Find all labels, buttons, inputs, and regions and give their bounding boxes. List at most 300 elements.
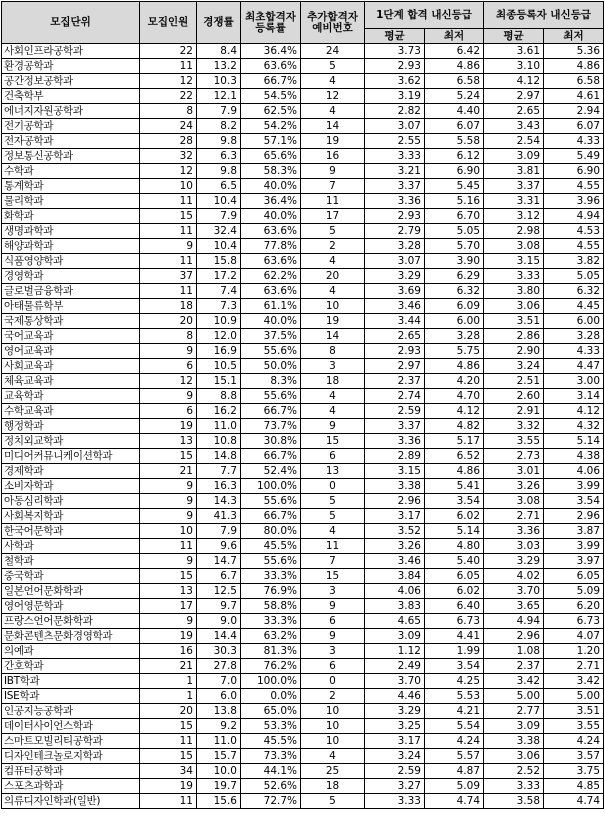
waitlist-cell: 8: [301, 344, 365, 359]
stage1-min-cell: 4.24: [425, 734, 484, 749]
quota-cell: 10: [140, 179, 197, 194]
final-min-cell: 3.75: [544, 764, 604, 779]
waitlist-cell: 15: [301, 569, 365, 584]
table-row: [2, 209, 604, 224]
final-min-cell: 4.55: [544, 179, 604, 194]
quota-cell: 8: [140, 329, 197, 344]
ratio-cell: 15.7: [197, 749, 241, 764]
stage1-min-cell: 5.09: [425, 779, 484, 794]
final-min-cell: 5.05: [544, 269, 604, 284]
stage1-avg-cell: 2.93: [365, 344, 425, 359]
final-avg-cell: 2.60: [484, 389, 544, 404]
final-min-cell: 3.99: [544, 539, 604, 554]
waitlist-cell: 10: [301, 299, 365, 314]
stage1-avg-cell: 4.65: [365, 614, 425, 629]
stage1-min-cell: 5.70: [425, 239, 484, 254]
first-registration-cell: 65.0%: [241, 704, 301, 719]
unit-cell: 국제통상학과: [2, 314, 140, 329]
final-avg-cell: 4.12: [484, 74, 544, 89]
stage1-avg-cell: 2.93: [365, 209, 425, 224]
waitlist-cell: 14: [301, 329, 365, 344]
quota-cell: 18: [140, 299, 197, 314]
first-registration-cell: 62.5%: [241, 104, 301, 119]
table-row: [2, 284, 604, 299]
ratio-cell: 9.2: [197, 719, 241, 734]
quota-cell: 24: [140, 119, 197, 134]
first-registration-cell: 58.8%: [241, 599, 301, 614]
first-registration-cell: 52.4%: [241, 464, 301, 479]
table-row: [2, 329, 604, 344]
ratio-cell: 7.4: [197, 284, 241, 299]
unit-cell: 영어영문학과: [2, 599, 140, 614]
unit-cell: 영어교육과: [2, 344, 140, 359]
final-avg-cell: 3.29: [484, 554, 544, 569]
final-avg-cell: 3.58: [484, 794, 544, 809]
final-min-cell: 2.94: [544, 104, 604, 119]
unit-cell: 스마트모빌리티공학과: [2, 734, 140, 749]
unit-cell: 에너지자원공학과: [2, 104, 140, 119]
waitlist-cell: 18: [301, 374, 365, 389]
stage1-min-cell: 6.00: [425, 314, 484, 329]
final-avg-cell: 4.02: [484, 569, 544, 584]
unit-cell: 공간정보공학과: [2, 74, 140, 89]
ratio-cell: 7.9: [197, 524, 241, 539]
table-row: [2, 464, 604, 479]
final-min-cell: 3.55: [544, 719, 604, 734]
stage1-min-cell: 4.70: [425, 389, 484, 404]
first-registration-cell: 63.6%: [241, 284, 301, 299]
table-header: [2, 2, 604, 44]
table-row: [2, 74, 604, 89]
first-registration-cell: 8.3%: [241, 374, 301, 389]
final-avg-cell: 2.54: [484, 134, 544, 149]
stage1-min-cell: 4.25: [425, 674, 484, 689]
ratio-cell: 11.0: [197, 419, 241, 434]
final-avg-cell: 5.00: [484, 689, 544, 704]
unit-cell: 한국어문학과: [2, 524, 140, 539]
final-avg-cell: 4.94: [484, 614, 544, 629]
waitlist-cell: 9: [301, 419, 365, 434]
stage1-avg-cell: 3.36: [365, 434, 425, 449]
unit-cell: 정보통신공학과: [2, 149, 140, 164]
final-avg-cell: 2.51: [484, 374, 544, 389]
quota-cell: 12: [140, 74, 197, 89]
stage1-min-cell: 1.99: [425, 644, 484, 659]
first-registration-cell: 63.6%: [241, 254, 301, 269]
stage1-avg-cell: 2.74: [365, 389, 425, 404]
table-row: [2, 344, 604, 359]
waitlist-cell: 15: [301, 434, 365, 449]
ratio-cell: 12.5: [197, 584, 241, 599]
final-avg-cell: 3.42: [484, 674, 544, 689]
unit-cell: 정치외교학과: [2, 434, 140, 449]
unit-cell: 국어교육과: [2, 329, 140, 344]
first-registration-cell: 44.1%: [241, 764, 301, 779]
stage1-avg-cell: 4.46: [365, 689, 425, 704]
first-registration-cell: 55.6%: [241, 554, 301, 569]
first-registration-cell: 40.0%: [241, 314, 301, 329]
unit-cell: 스포츠과학과: [2, 779, 140, 794]
stage1-avg-cell: 3.28: [365, 239, 425, 254]
waitlist-cell: 11: [301, 194, 365, 209]
waitlist-cell: 4: [301, 524, 365, 539]
final-avg-cell: 3.06: [484, 299, 544, 314]
waitlist-cell: 19: [301, 134, 365, 149]
unit-cell: 철학과: [2, 554, 140, 569]
waitlist-cell: 4: [301, 284, 365, 299]
table-row: [2, 419, 604, 434]
table-row: [2, 674, 604, 689]
table-row: [2, 584, 604, 599]
table-row: [2, 239, 604, 254]
final-avg-cell: 2.73: [484, 449, 544, 464]
waitlist-cell: 4: [301, 404, 365, 419]
quota-cell: 19: [140, 629, 197, 644]
waitlist-cell: 13: [301, 464, 365, 479]
stage1-avg-cell: 3.83: [365, 599, 425, 614]
first-registration-cell: 33.3%: [241, 614, 301, 629]
final-avg-cell: 3.55: [484, 434, 544, 449]
ratio-cell: 14.4: [197, 629, 241, 644]
stage1-min-cell: 4.82: [425, 419, 484, 434]
stage1-avg-cell: 2.96: [365, 494, 425, 509]
stage1-avg-cell: 2.37: [365, 374, 425, 389]
final-min-cell: 5.00: [544, 689, 604, 704]
quota-cell: 9: [140, 554, 197, 569]
waitlist-cell: 4: [301, 254, 365, 269]
waitlist-cell: 18: [301, 779, 365, 794]
first-registration-cell: 36.4%: [241, 44, 301, 59]
quota-cell: 1: [140, 674, 197, 689]
quota-cell: 9: [140, 239, 197, 254]
stage1-min-cell: 6.70: [425, 209, 484, 224]
unit-cell: 식품영양학과: [2, 254, 140, 269]
first-registration-cell: 36.4%: [241, 194, 301, 209]
quota-cell: 37: [140, 269, 197, 284]
stage1-min-cell: 4.41: [425, 629, 484, 644]
final-avg-cell: 3.26: [484, 479, 544, 494]
table-row: [2, 434, 604, 449]
quota-cell: 9: [140, 389, 197, 404]
stage1-min-cell: 4.21: [425, 704, 484, 719]
stage1-min-cell: 5.58: [425, 134, 484, 149]
table-row: [2, 269, 604, 284]
table-row: [2, 524, 604, 539]
final-avg-cell: 3.01: [484, 464, 544, 479]
stage1-avg-cell: 3.17: [365, 509, 425, 524]
final-avg-cell: 3.32: [484, 419, 544, 434]
stage1-avg-cell: 3.38: [365, 479, 425, 494]
final-avg-cell: 2.52: [484, 764, 544, 779]
stage1-min-cell: 3.90: [425, 254, 484, 269]
waitlist-cell: 7: [301, 554, 365, 569]
quota-cell: 12: [140, 164, 197, 179]
table-row: [2, 374, 604, 389]
ratio-cell: 16.2: [197, 404, 241, 419]
stage1-min-cell: 6.02: [425, 584, 484, 599]
stage1-avg-cell: 2.65: [365, 329, 425, 344]
stage1-min-cell: 4.86: [425, 464, 484, 479]
waitlist-cell: 7: [301, 179, 365, 194]
final-min-cell: 4.53: [544, 224, 604, 239]
quota-cell: 22: [140, 89, 197, 104]
first-registration-cell: 63.6%: [241, 224, 301, 239]
final-min-cell: 3.00: [544, 374, 604, 389]
waitlist-cell: 9: [301, 164, 365, 179]
quota-cell: 16: [140, 644, 197, 659]
table-row: [2, 779, 604, 794]
quota-cell: 22: [140, 44, 197, 59]
final-min-cell: 3.99: [544, 479, 604, 494]
final-min-cell: 3.51: [544, 704, 604, 719]
stage1-min-cell: 5.75: [425, 344, 484, 359]
stage1-avg-cell: 1.12: [365, 644, 425, 659]
final-avg-cell: 1.08: [484, 644, 544, 659]
final-min-cell: 3.97: [544, 554, 604, 569]
ratio-cell: 7.3: [197, 299, 241, 314]
final-min-cell: 3.28: [544, 329, 604, 344]
table-row: [2, 194, 604, 209]
ratio-cell: 30.3: [197, 644, 241, 659]
first-registration-cell: 66.7%: [241, 449, 301, 464]
final-avg-cell: 3.65: [484, 599, 544, 614]
quota-cell: 15: [140, 719, 197, 734]
ratio-cell: 9.8: [197, 134, 241, 149]
stage1-avg-cell: 3.15: [365, 464, 425, 479]
waitlist-cell: 4: [301, 389, 365, 404]
ratio-cell: 13.2: [197, 59, 241, 74]
stage1-avg-cell: 3.46: [365, 554, 425, 569]
table-row: [2, 59, 604, 74]
stage1-min-cell: 6.07: [425, 119, 484, 134]
header-waitlist: 추가합격자 예비번호: [301, 2, 365, 44]
first-registration-cell: 40.0%: [241, 209, 301, 224]
header-ratio: 경쟁률: [197, 2, 241, 44]
header-quota: 모집인원: [140, 2, 197, 44]
table-row: [2, 689, 604, 704]
table-row: [2, 179, 604, 194]
unit-cell: 아태물류학부: [2, 299, 140, 314]
final-min-cell: 6.00: [544, 314, 604, 329]
first-registration-cell: 66.7%: [241, 74, 301, 89]
first-registration-cell: 53.3%: [241, 719, 301, 734]
quota-cell: 11: [140, 284, 197, 299]
final-min-cell: 2.96: [544, 509, 604, 524]
stage1-avg-cell: 3.33: [365, 149, 425, 164]
ratio-cell: 41.3: [197, 509, 241, 524]
stage1-min-cell: 6.42: [425, 44, 484, 59]
final-min-cell: 6.05: [544, 569, 604, 584]
final-min-cell: 4.32: [544, 419, 604, 434]
stage1-min-cell: 4.74: [425, 794, 484, 809]
ratio-cell: 7.0: [197, 674, 241, 689]
final-min-cell: 6.90: [544, 164, 604, 179]
stage1-min-cell: 4.80: [425, 539, 484, 554]
waitlist-cell: 11: [301, 539, 365, 554]
final-min-cell: 6.58: [544, 74, 604, 89]
ratio-cell: 27.8: [197, 659, 241, 674]
final-min-cell: 4.33: [544, 134, 604, 149]
unit-cell: 의예과: [2, 644, 140, 659]
stage1-avg-cell: 2.82: [365, 104, 425, 119]
table-row: [2, 224, 604, 239]
first-registration-cell: 54.5%: [241, 89, 301, 104]
unit-cell: 물리학과: [2, 194, 140, 209]
stage1-avg-cell: 3.37: [365, 419, 425, 434]
final-min-cell: 6.32: [544, 284, 604, 299]
stage1-avg-cell: 3.19: [365, 89, 425, 104]
waitlist-cell: 9: [301, 629, 365, 644]
quota-cell: 10: [140, 524, 197, 539]
final-min-cell: 4.07: [544, 629, 604, 644]
unit-cell: 수학과: [2, 164, 140, 179]
waitlist-cell: 3: [301, 644, 365, 659]
final-avg-cell: 2.98: [484, 224, 544, 239]
unit-cell: 해양과학과: [2, 239, 140, 254]
waitlist-cell: 4: [301, 749, 365, 764]
table-row: [2, 164, 604, 179]
unit-cell: 환경공학과: [2, 59, 140, 74]
unit-cell: 건축학부: [2, 89, 140, 104]
final-avg-cell: 3.70: [484, 584, 544, 599]
table-row: [2, 794, 604, 809]
final-min-cell: 4.85: [544, 779, 604, 794]
unit-cell: 체육교육과: [2, 374, 140, 389]
unit-cell: 디자인테크놀로지학과: [2, 749, 140, 764]
stage1-min-cell: 3.54: [425, 494, 484, 509]
first-registration-cell: 63.2%: [241, 629, 301, 644]
unit-cell: 문화콘텐츠문화경영학과: [2, 629, 140, 644]
ratio-cell: 9.8: [197, 164, 241, 179]
final-min-cell: 3.96: [544, 194, 604, 209]
final-min-cell: 4.86: [544, 59, 604, 74]
first-registration-cell: 0.0%: [241, 689, 301, 704]
waitlist-cell: 5: [301, 224, 365, 239]
unit-cell: 간호학과: [2, 659, 140, 674]
unit-cell: 경제학과: [2, 464, 140, 479]
unit-cell: 아동심리학과: [2, 494, 140, 509]
ratio-cell: 8.8: [197, 389, 241, 404]
final-avg-cell: 2.71: [484, 509, 544, 524]
ratio-cell: 6.7: [197, 569, 241, 584]
table-row: [2, 509, 604, 524]
quota-cell: 9: [140, 344, 197, 359]
table-row: [2, 599, 604, 614]
stage1-min-cell: 5.16: [425, 194, 484, 209]
first-registration-cell: 45.5%: [241, 734, 301, 749]
stage1-min-cell: 4.86: [425, 359, 484, 374]
stage1-min-cell: 5.14: [425, 524, 484, 539]
waitlist-cell: 14: [301, 119, 365, 134]
table-body: [2, 44, 604, 809]
ratio-cell: 10.9: [197, 314, 241, 329]
ratio-cell: 10.4: [197, 239, 241, 254]
table-row: [2, 359, 604, 374]
first-registration-cell: 37.5%: [241, 329, 301, 344]
header-final-grade: 최종등록자 내신등급: [484, 2, 604, 29]
stage1-min-cell: 4.40: [425, 104, 484, 119]
ratio-cell: 10.0: [197, 764, 241, 779]
final-min-cell: 5.49: [544, 149, 604, 164]
table-row: [2, 749, 604, 764]
final-avg-cell: 2.97: [484, 89, 544, 104]
unit-cell: 일본언어문화학과: [2, 584, 140, 599]
final-min-cell: 1.20: [544, 644, 604, 659]
ratio-cell: 15.8: [197, 254, 241, 269]
ratio-cell: 6.3: [197, 149, 241, 164]
table-row: [2, 299, 604, 314]
final-avg-cell: 3.36: [484, 524, 544, 539]
ratio-cell: 6.0: [197, 689, 241, 704]
stage1-min-cell: 6.05: [425, 569, 484, 584]
quota-cell: 11: [140, 539, 197, 554]
unit-cell: 사회복지학과: [2, 509, 140, 524]
first-registration-cell: 100.0%: [241, 479, 301, 494]
waitlist-cell: 10: [301, 719, 365, 734]
unit-cell: 중국학과: [2, 569, 140, 584]
final-avg-cell: 2.90: [484, 344, 544, 359]
quota-cell: 11: [140, 794, 197, 809]
first-registration-cell: 55.6%: [241, 494, 301, 509]
table-row: [2, 719, 604, 734]
quota-cell: 13: [140, 584, 197, 599]
table-row: [2, 644, 604, 659]
stage1-min-cell: 5.17: [425, 434, 484, 449]
final-avg-cell: 3.33: [484, 269, 544, 284]
final-min-cell: 3.54: [544, 494, 604, 509]
stage1-min-cell: 5.57: [425, 749, 484, 764]
header-final-avg: 평균: [484, 29, 544, 44]
final-avg-cell: 3.08: [484, 239, 544, 254]
unit-cell: 글로벌금융학과: [2, 284, 140, 299]
final-min-cell: 4.61: [544, 89, 604, 104]
stage1-avg-cell: 2.93: [365, 59, 425, 74]
stage1-avg-cell: 3.24: [365, 749, 425, 764]
quota-cell: 15: [140, 209, 197, 224]
stage1-min-cell: 6.29: [425, 269, 484, 284]
waitlist-cell: 24: [301, 44, 365, 59]
final-min-cell: 4.94: [544, 209, 604, 224]
first-registration-cell: 81.3%: [241, 644, 301, 659]
quota-cell: 15: [140, 449, 197, 464]
quota-cell: 12: [140, 374, 197, 389]
stage1-avg-cell: 3.44: [365, 314, 425, 329]
waitlist-cell: 6: [301, 614, 365, 629]
table-row: [2, 119, 604, 134]
header-unit: 모집단위: [2, 2, 140, 44]
waitlist-cell: 2: [301, 239, 365, 254]
waitlist-cell: 4: [301, 74, 365, 89]
waitlist-cell: 6: [301, 449, 365, 464]
first-registration-cell: 52.6%: [241, 779, 301, 794]
first-registration-cell: 66.7%: [241, 404, 301, 419]
quota-cell: 17: [140, 599, 197, 614]
first-registration-cell: 77.8%: [241, 239, 301, 254]
final-min-cell: 3.87: [544, 524, 604, 539]
stage1-avg-cell: 3.62: [365, 74, 425, 89]
final-min-cell: 3.14: [544, 389, 604, 404]
first-registration-cell: 65.6%: [241, 149, 301, 164]
ratio-cell: 7.9: [197, 209, 241, 224]
stage1-min-cell: 4.86: [425, 59, 484, 74]
final-min-cell: 6.20: [544, 599, 604, 614]
ratio-cell: 10.8: [197, 434, 241, 449]
stage1-avg-cell: 3.73: [365, 44, 425, 59]
final-avg-cell: 3.03: [484, 539, 544, 554]
final-avg-cell: 3.12: [484, 209, 544, 224]
stage1-avg-cell: 3.17: [365, 734, 425, 749]
final-min-cell: 4.24: [544, 734, 604, 749]
